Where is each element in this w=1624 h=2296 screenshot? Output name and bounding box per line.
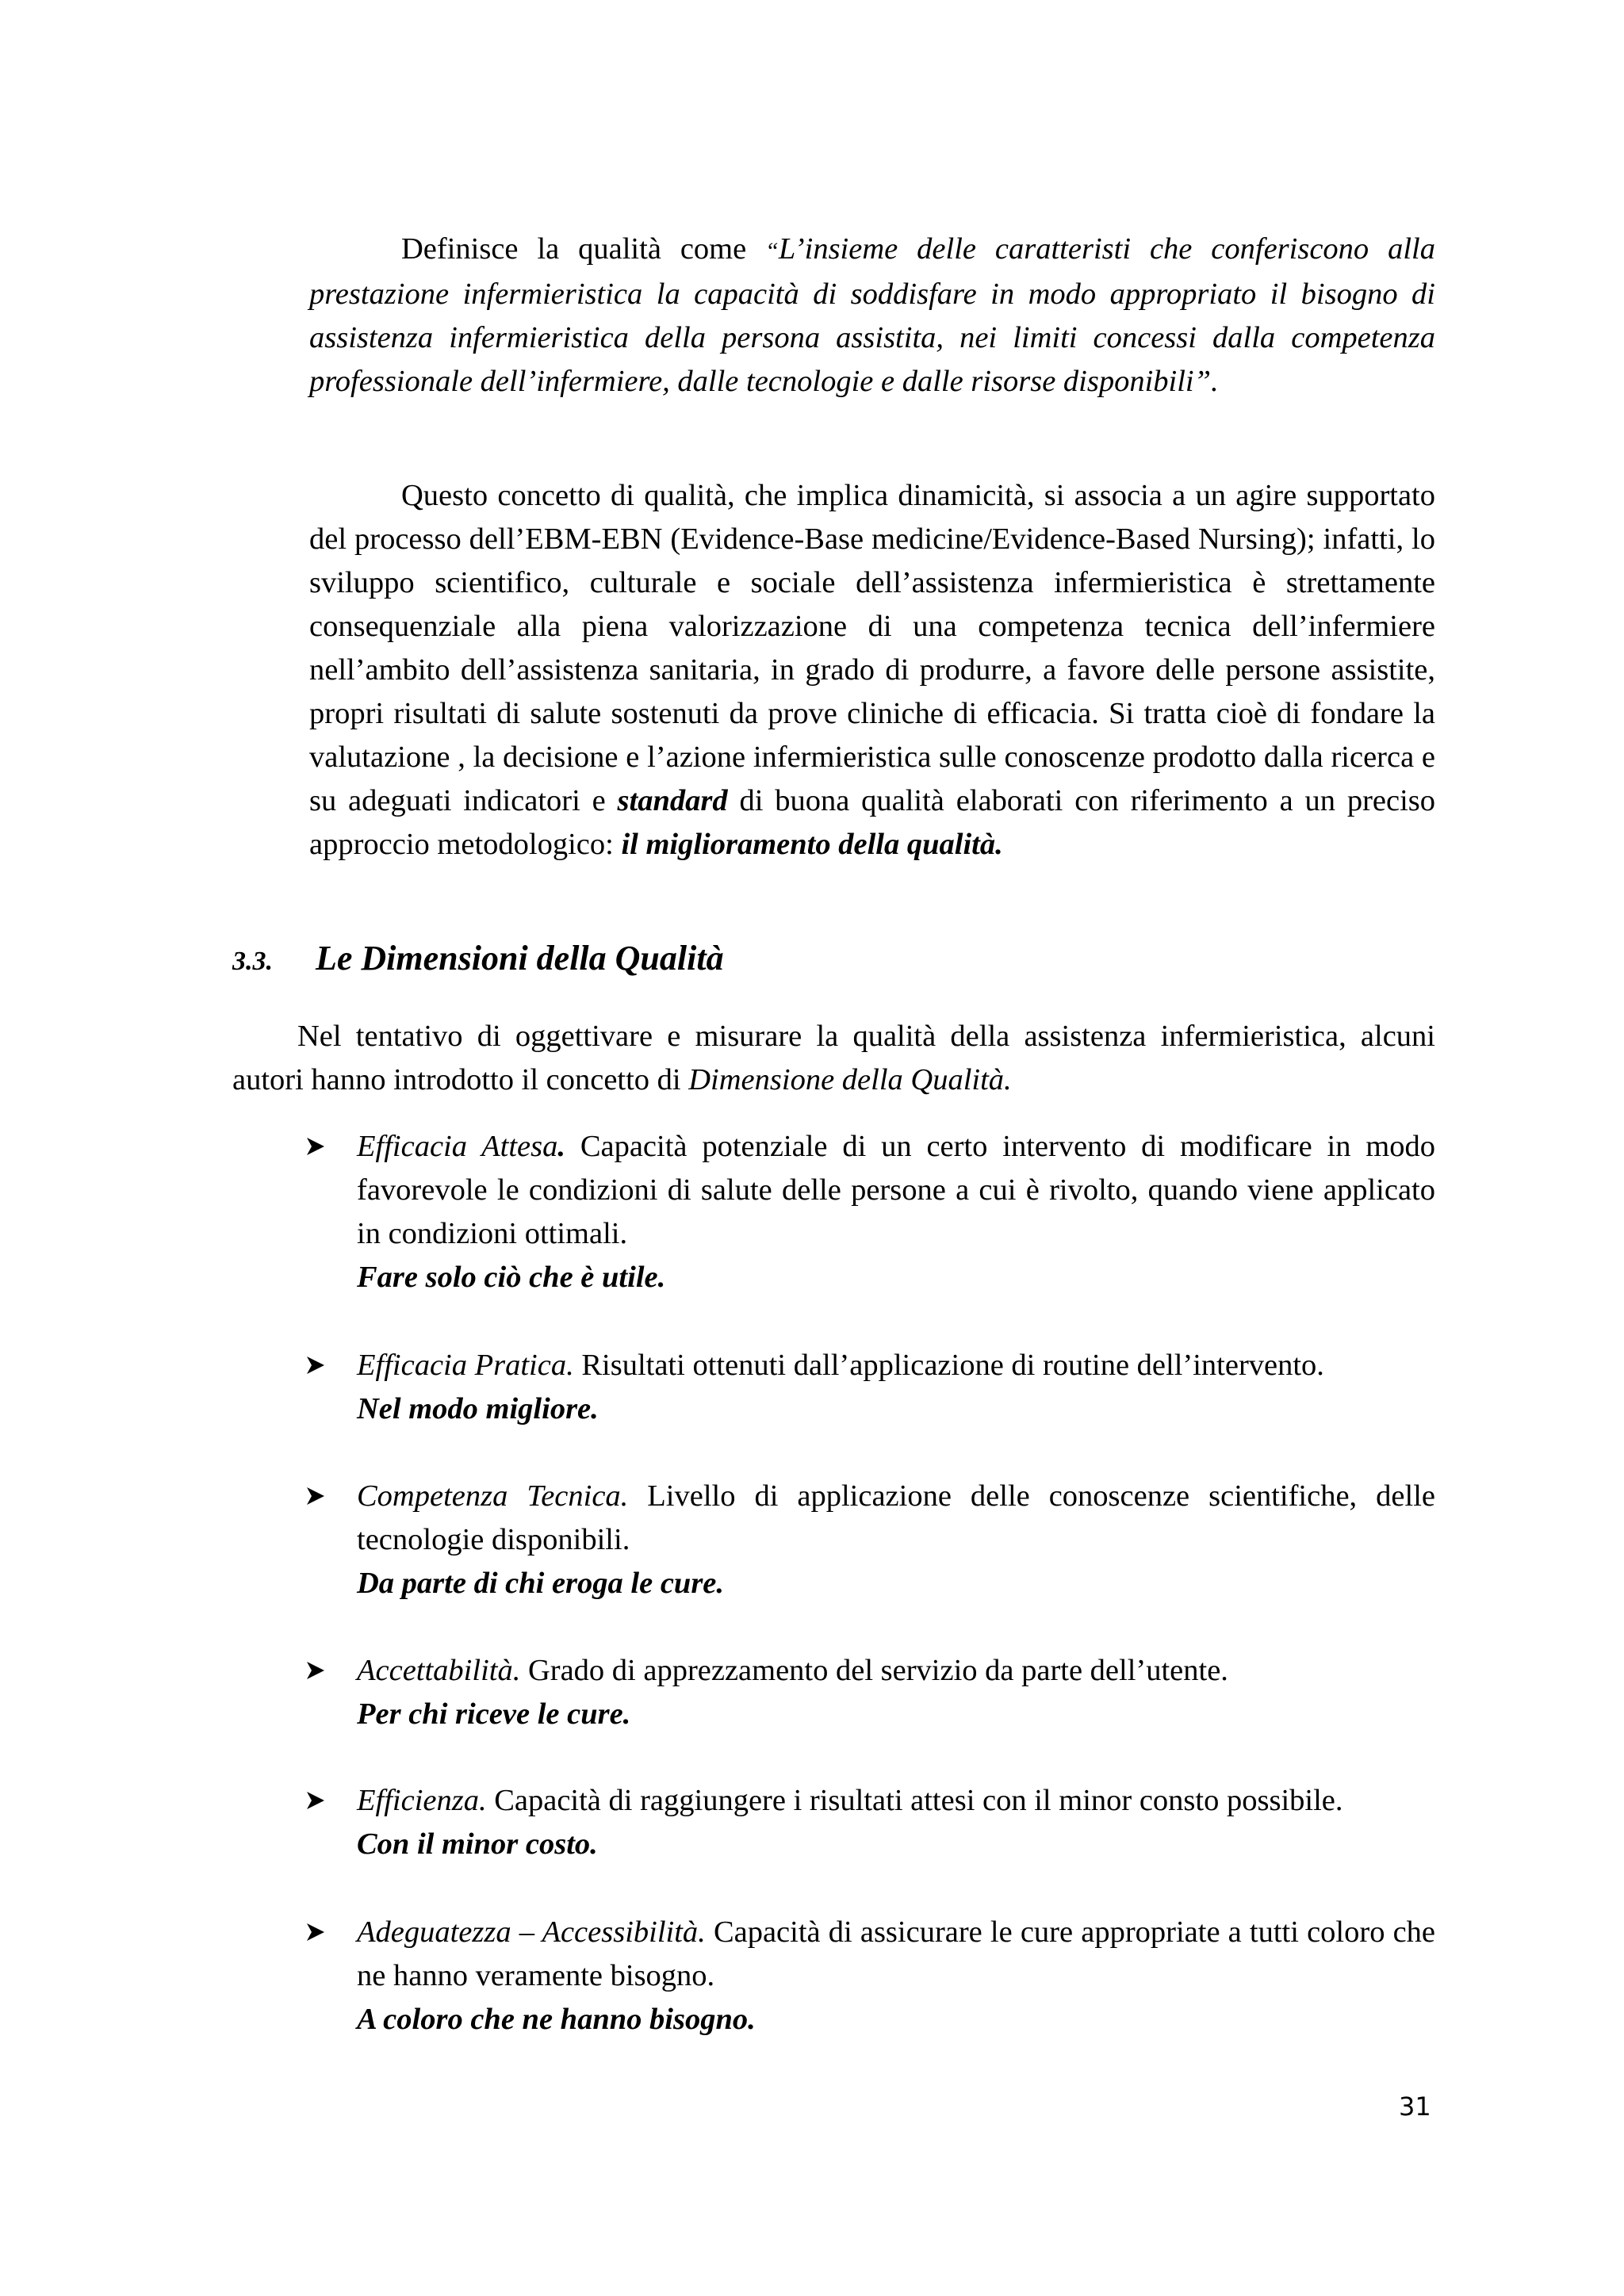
dimensions-intro-text: Nel tentativo di oggettivare e misurare la qualità della assistenza infermieristica, alcuni autori hanno introdotto il concetto di [232,1020,1435,1096]
arrow-bullet-icon [305,1660,326,1681]
section-title: Le Dimensioni della Qualità [316,939,724,978]
arrow-bullet-icon [305,1136,326,1157]
arrow-bullet-icon [305,1922,326,1942]
dimension-item-accettabilita [305,1649,1435,1736]
dimension-item-adeguatezza-accessibilita [305,1911,1435,2042]
dimension-item-competenza-tecnica [305,1475,1435,1605]
dimensions-intro-paragraph [232,1015,1435,1102]
dimensions-intro-term: Dimensione della Qualità. [688,1063,1012,1096]
definition-quote: L’insieme delle caratteristi che conferiscono alla prestazione infermieristica la capacità di soddisfare in modo appropriato il bisogno di assistenza infermieristica della persona assistita, nei limiti concessi dalla competenza professionale dell’infermiere, dalle tecnologie e dalle risorse disponibili”. [309,232,1435,398]
dimension-term: Efficacia Pratica. [357,1349,574,1382]
dimension-item-efficacia-attesa [305,1125,1435,1299]
dimension-definition: Risultati ottenuti dall’applicazione di routine dell’intervento. [573,1349,1324,1382]
dimension-definition: Capacità di raggiungere i risultati attesi con il minor consto possibile. [486,1784,1343,1817]
ebm-ebn-paragraph [309,474,1435,867]
ebm-text-b: di buona qualità elaborati con riferimento a un preciso approccio metodologico: [309,784,1435,861]
definition-lead: Definisce la qualità come [401,232,766,266]
dimension-item-efficienza [305,1779,1435,1866]
definition-open-quote: “ [765,238,779,264]
dimension-tagline: Fare solo ciò che è utile. [357,1261,666,1294]
dimension-definition: Capacità di assicurare le cure appropriate a tutti coloro che ne hanno veramente bisogno. [357,1915,1436,1992]
section-heading [232,938,724,978]
dimension-tagline: A coloro che ne hanno bisogno. [357,2003,756,2036]
arrow-bullet-icon [305,1355,326,1376]
dimension-item-efficacia-pratica [305,1344,1435,1431]
dimension-term: Competenza Tecnica. [357,1479,629,1513]
definition-paragraph [309,228,1435,404]
arrow-bullet-icon [305,1486,326,1506]
dimension-definition: Grado di apprezzamento del servizio da parte dell’utente. [520,1654,1228,1687]
arrow-bullet-icon [305,1790,326,1811]
dimension-term: Efficienza. [357,1784,487,1817]
dimension-term-end: . [557,1130,565,1163]
dimension-tagline: Per chi riceve le cure. [357,1697,631,1731]
dimension-definition: Capacità potenziale di un certo intervento di modificare in modo favorevole le condizioni di salute delle persone a cui è rivolto, quando viene applicato in condizioni ottimali. [357,1130,1436,1250]
dimension-term: Accettabilità. [357,1654,521,1687]
dimension-tagline: Con il minor costo. [357,1827,598,1861]
dimension-term: Efficacia Attesa [357,1130,558,1163]
dimension-definition: Livello di applicazione delle conoscenze scientifiche, delle tecnologie disponibili. [357,1479,1435,1556]
dimension-tagline: Da parte di chi eroga le cure. [357,1567,725,1600]
section-number: 3.3. [232,947,273,976]
page-number: 31 [1399,2091,1431,2122]
dimension-tagline: Nel modo migliore. [357,1392,599,1425]
ebm-text-a: Questo concetto di qualità, che implica dinamicità, si associa a un agire supportato del processo dell’EBM-EBN (Evidence-Base medicine/Evidence-Based Nursing); infatti, lo sviluppo scientifico, culturale e sociale dell’assistenza infermieristica è strettamente consequenziale alla piena valorizzazione di una competenza tecnica dell’infermiere nell’ambito dell’assistenza sanitaria, in grado di produrre, a favore delle persone assistite, propri risultati di salute sostenuti da prove cliniche di efficacia. Si tratta cioè di fondare la valutazione , la decisione e l’azione infermieristica sulle conoscenze prodotto dalla ricerca e su adeguati indicatori e [309,479,1435,817]
dimension-term: Adeguatezza – Accessibilità. [357,1915,706,1949]
ebm-emph-final: il miglioramento della qualità. [621,828,1003,861]
ebm-emph-standard: standard [617,784,728,817]
